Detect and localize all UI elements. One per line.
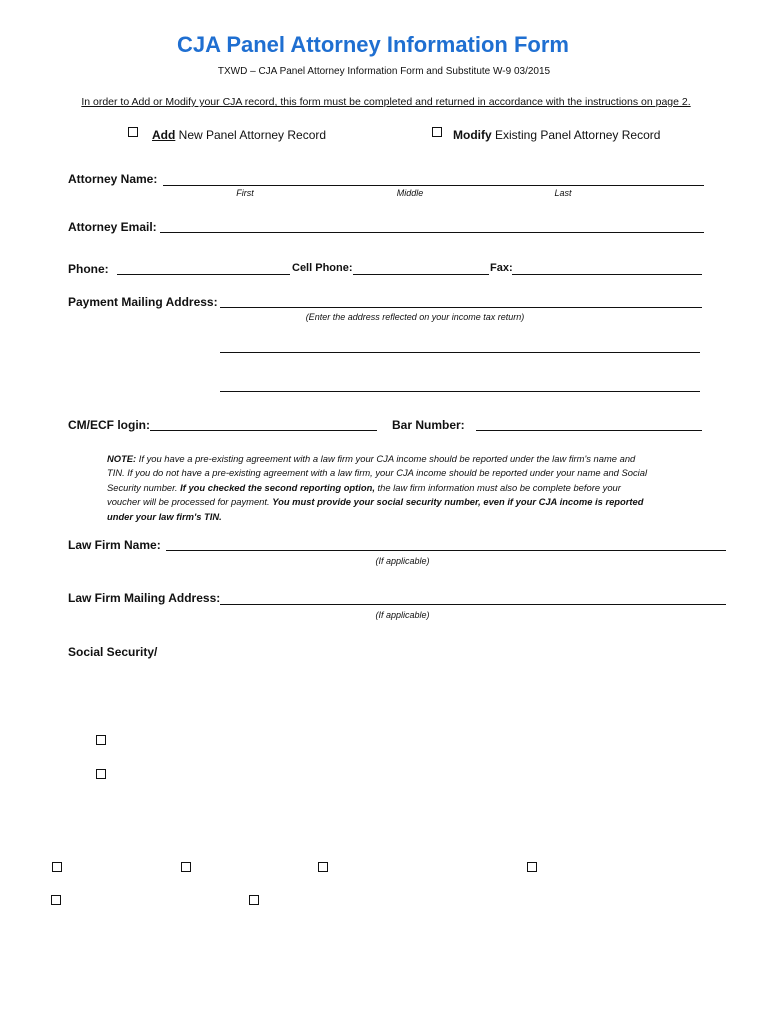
note-label: NOTE:	[107, 453, 137, 464]
bar-number-line[interactable]	[476, 430, 702, 431]
social-security-label: Social Security/	[68, 645, 158, 659]
add-record-label	[152, 128, 326, 142]
tax-class-checkbox-6[interactable]	[249, 895, 259, 905]
fax-line[interactable]	[512, 274, 702, 275]
reporting-option-2-checkbox[interactable]	[96, 769, 106, 779]
add-record-label-bold: Add	[152, 128, 176, 142]
law-firm-name-hint: (If applicable)	[375, 556, 430, 566]
law-firm-address-line[interactable]	[220, 604, 726, 605]
name-first-caption: First	[236, 188, 254, 198]
law-firm-name-line[interactable]	[166, 550, 726, 551]
name-middle-caption: Middle	[396, 188, 424, 198]
law-firm-address-hint: (If applicable)	[375, 610, 430, 620]
payment-address-line-2[interactable]	[220, 352, 700, 353]
note-bold-2: You must provide your social security number, even if your CJA income is reported under your law firm's TIN.	[107, 496, 644, 522]
modify-record-checkbox[interactable]	[432, 127, 442, 137]
cmecf-login-label: CM/ECF login:	[68, 418, 150, 432]
fax-label: Fax:	[490, 262, 513, 274]
reporting-option-1-checkbox[interactable]	[96, 735, 106, 745]
attorney-email-label: Attorney Email:	[68, 220, 157, 234]
payment-address-label: Payment Mailing Address:	[68, 295, 218, 309]
modify-record-label	[453, 128, 660, 142]
cell-phone-label: Cell Phone:	[292, 262, 353, 274]
phone-line[interactable]	[117, 274, 290, 275]
tax-class-checkbox-2[interactable]	[181, 862, 191, 872]
tax-class-checkbox-1[interactable]	[52, 862, 62, 872]
cmecf-login-line[interactable]	[150, 430, 377, 431]
form-subtitle: TXWD – CJA Panel Attorney Information Form and Substitute W-9 03/2015	[217, 66, 551, 77]
tax-class-checkbox-4[interactable]	[527, 862, 537, 872]
attorney-email-line[interactable]	[160, 232, 704, 233]
modify-record-label-rest: Existing Panel Attorney Record	[491, 128, 661, 142]
bar-number-label: Bar Number:	[392, 418, 465, 432]
form-title: CJA Panel Attorney Information Form	[177, 32, 569, 57]
tax-class-checkbox-5[interactable]	[51, 895, 61, 905]
phone-label: Phone:	[68, 262, 109, 276]
law-firm-address-label: Law Firm Mailing Address:	[68, 591, 221, 605]
form-instructions: In order to Add or Modify your CJA record, this form must be completed and returned in accordance with the instructions on page 2.	[81, 96, 691, 108]
note-bold-1: If you checked the second reporting option,	[180, 481, 375, 493]
modify-record-label-bold: Modify	[453, 128, 492, 142]
attorney-name-line[interactable]	[163, 185, 704, 186]
attorney-name-label: Attorney Name:	[68, 172, 158, 186]
payment-address-line-1[interactable]	[220, 307, 702, 308]
payment-address-line-3[interactable]	[220, 391, 700, 392]
tax-class-checkbox-3[interactable]	[318, 862, 328, 872]
add-record-label-rest: New Panel Attorney Record	[175, 128, 327, 142]
note-text-1: If you have a pre-existing agreement with a law firm your CJA income should be reported under the law firm's name and TIN. If you do not have a pre-existing agreement with a law firm, your CJA income should be reported under your name and Social Security number.	[107, 453, 648, 493]
name-last-caption: Last	[554, 188, 572, 198]
law-firm-name-label: Law Firm Name:	[68, 538, 161, 552]
payment-address-hint: (Enter the address reflected on your income tax return)	[305, 312, 525, 322]
reporting-note	[107, 452, 655, 524]
add-record-checkbox[interactable]	[128, 127, 138, 137]
note-text-2: the law firm information must also be complete before your voucher will be processed for payment.	[107, 481, 621, 508]
cell-phone-line[interactable]	[353, 274, 489, 275]
